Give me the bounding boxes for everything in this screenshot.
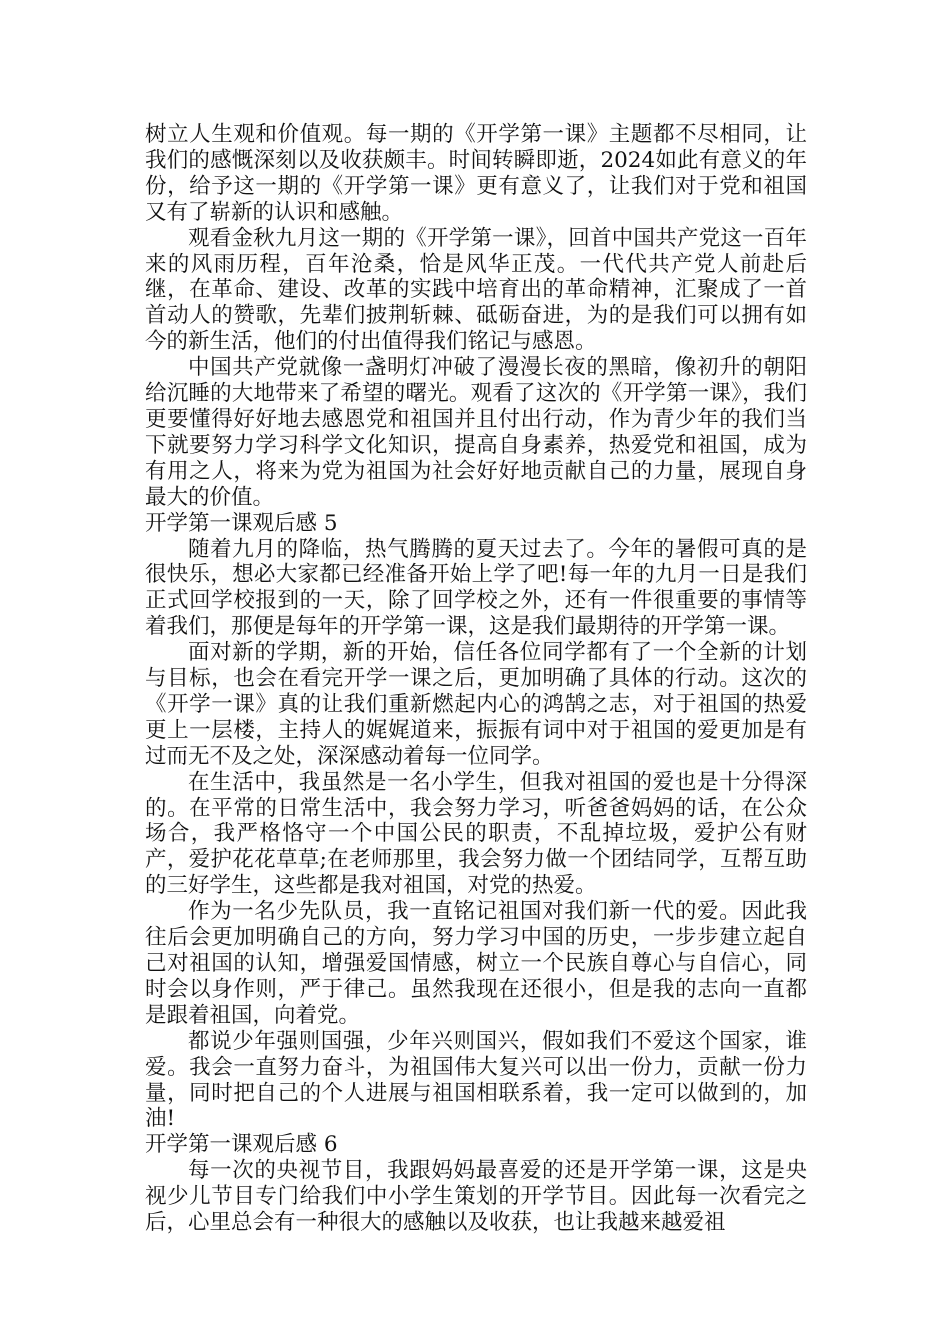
paragraph-1: 树立人生观和价值观。每一期的《开学第一课》主题都不尽相同，让我们的感慨深刻以及收获颇丰。时间转瞬即逝，2024如此有意义的年份，给予这一期的《开学第一课》更有意义了，让我们对于党和祖国又有了崭新的认识和感触。 bbox=[145, 122, 807, 225]
paragraph-6: 在生活中，我虽然是一名小学生，但我对祖国的爱也是十分得深的。在平常的日常生活中，我会努力学习，听爸爸妈妈的话，在公众场合，我严格恪守一个中国公民的职责，不乱掉垃圾，爱护公有财产，爱护花花草草;在老师那里，我会努力做一个团结同学，互帮互助的三好学生，这些都是我对祖国，对党的热爱。 bbox=[145, 769, 807, 899]
paragraph-4: 随着九月的降临，热气腾腾的夏天过去了。今年的暑假可真的是很快乐，想必大家都已经准备开始上学了吧!每一年的九月一日是我们正式回学校报到的一天，除了回学校之外，还有一件很重要的事情等着我们，那便是每年的开学第一课，这是我们最期待的开学第一课。 bbox=[145, 536, 807, 640]
paragraph-2: 观看金秋九月这一期的《开学第一课》，回首中国共产党这一百年来的风雨历程，百年沧桑，恰是风华正茂。一代代共产党人前赴后继，在革命、建设、改革的实践中培育出的革命精神，汇聚成了一首首动人的赞歌，先辈们披荆斩棘、砥砺奋进，为的是我们可以拥有如今的新生活，他们的付出值得我们铭记与感恩。 bbox=[145, 225, 807, 355]
paragraph-9: 每一次的央视节目，我跟妈妈最喜爱的还是开学第一课，这是央视少儿节目专门给我们中小学生策划的开学节目。因此每一次看完之后，心里总会有一种很大的感触以及收获，也让我越来越爱祖 bbox=[145, 1158, 807, 1236]
section-heading-5: 开学第一课观后感 5 bbox=[145, 510, 338, 536]
paragraph-8: 都说少年强则国强，少年兴则国兴，假如我们不爱这个国家，谁爱。我会一直努力奋斗，为祖国伟大复兴可以出一份力，贡献一份力量，同时把自己的个人进展与祖国相联系着，我一定可以做到的，加油! bbox=[145, 1028, 807, 1132]
paragraph-7: 作为一名少先队员，我一直铭记祖国对我们新一代的爱。因此我往后会更加明确自己的方向，努力学习中国的历史，一步步建立起自己对祖国的认知，增强爱国情感，树立一个民族自尊心与自信心，同时会以身作则，严于律己。虽然我现在还很小，但是我的志向一直都是跟着祖国，向着党。 bbox=[145, 899, 807, 1028]
paragraph-3: 中国共产党就像一盏明灯冲破了漫漫长夜的黑暗，像初升的朝阳给沉睡的大地带来了希望的曙光。观看了这次的《开学第一课》，我们更要懂得好好地去感恩党和祖国并且付出行动，作为青少年的我们当下就要努力学习科学文化知识，提高自身素养，热爱党和祖国，成为有用之人，将来为党为祖国为社会好好地贡献自己的力量，展现自身最大的价值。 bbox=[145, 355, 807, 510]
document-body bbox=[145, 122, 807, 1236]
section-heading-6: 开学第一课观后感 6 bbox=[145, 1132, 338, 1158]
paragraph-5: 面对新的学期，新的开始，信任各位同学都有了一个全新的计划与目标，也会在看完开学一课之后，更加明确了具体的行动。这次的《开学一课》真的让我们重新燃起内心的鸿鹄之志，对于祖国的热爱更上一层楼，主持人的娓娓道来，振振有词中对于祖国的爱更加是有过而无不及之处，深深感动着每一位同学。 bbox=[145, 640, 807, 769]
